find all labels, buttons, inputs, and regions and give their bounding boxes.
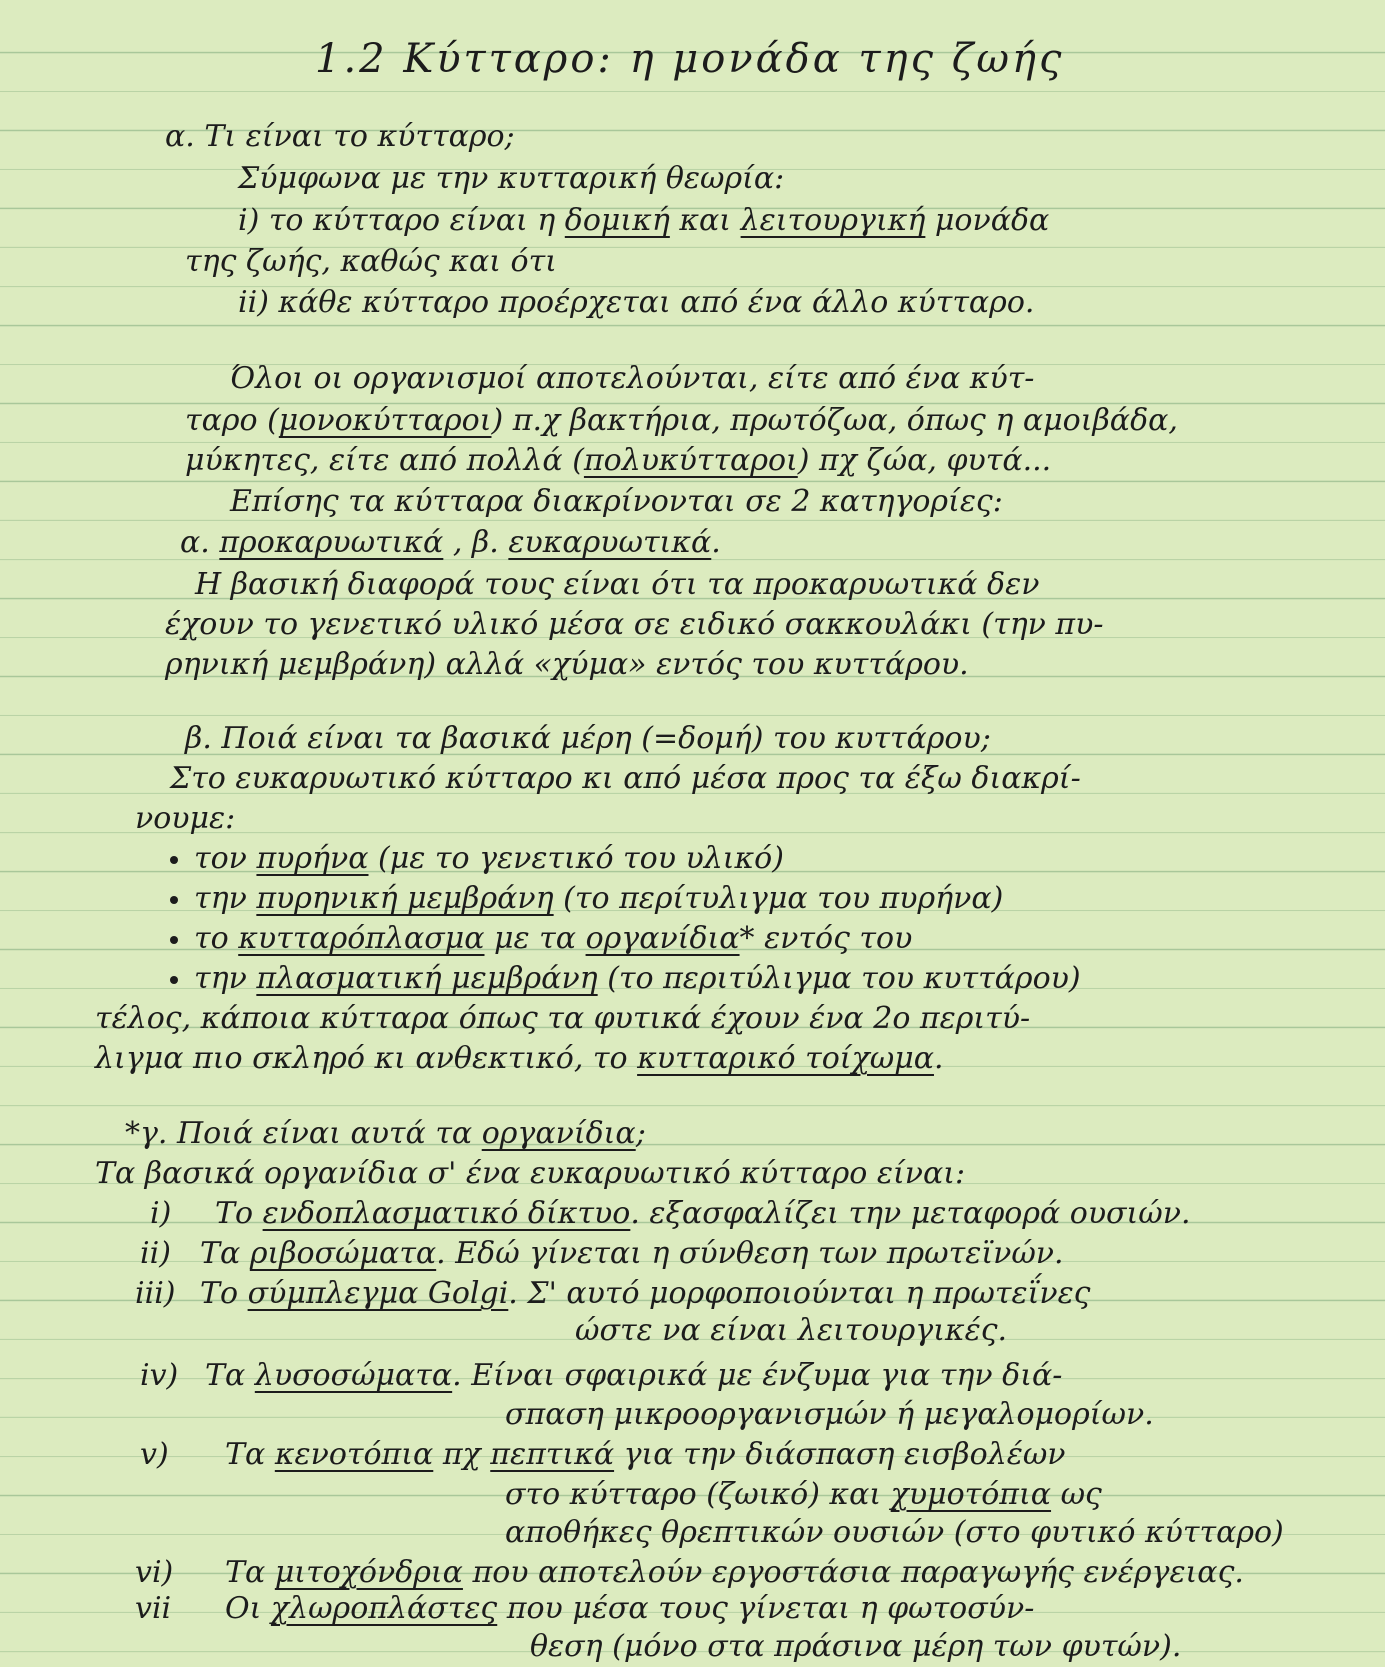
list-item: Τα κενοτόπια πχ πεπτικά για την διάσπαση εισβολέων [225, 1437, 1066, 1472]
section-b-heading: β. Ποιά είναι τα βασικά μέρη (=δομή) του κυττάρου; [185, 721, 991, 756]
text-line: έχουν το γενετικό υλικό μέσα σε ειδικό σακκουλάκι (την πυ- [165, 607, 1104, 642]
underlined-term: μονοκύτταροι [278, 403, 492, 438]
text-line: Η βασική διαφορά τους είναι ότι τα προκαρυωτικά δεν [195, 567, 1040, 602]
text-line: της ζωής, καθώς και ότι [185, 244, 557, 279]
underlined-term: δομική [564, 203, 670, 238]
list-number: v) [140, 1437, 169, 1472]
underlined-term: κυτταρόπλασμα [238, 921, 485, 956]
text-line: Όλοι οι οργανισμοί αποτελούνται, είτε από ένα κύτ- [230, 361, 1035, 396]
bullet-item: το κυτταρόπλασμα με τα οργανίδια* εντός του [170, 920, 912, 958]
text-line: τέλος, κάποια κύτταρα όπως τα φυτικά έχουν ένα 2ο περιτύ- [95, 1001, 1031, 1036]
section-a-heading: α. Τι είναι το κύτταρο; [165, 119, 515, 154]
bullet-icon [170, 896, 178, 904]
list-item: Τα ριβοσώματα. Εδώ γίνεται η σύνθεση των πρωτεϊνών. [200, 1236, 1064, 1271]
text-line: μύκητες, είτε από πολλά (πολυκύτταροι) πχ ζώα, φυτά... [185, 443, 1052, 478]
section-c-heading: *γ. Ποιά είναι αυτά τα οργανίδια; [125, 1116, 646, 1151]
page-title: 1.2 Κύτταρο: η μονάδα της ζωής [315, 36, 1065, 82]
underlined-term: λειτουργική [740, 203, 926, 238]
text-line: θεση (μόνο στα πράσινα μέρη των φυτών). [530, 1629, 1182, 1664]
text-line: νουμε: [135, 801, 236, 836]
text-line: i) το κύτταρο είναι η δομική και λειτουργική μονάδα [238, 203, 1050, 238]
list-item: Οι χλωροπλάστες που μέσα τους γίνεται η φωτοσύν- [225, 1591, 1035, 1626]
text-line: Τα βασικά οργανίδια σ' ένα ευκαρυωτικό κύτταρο είναι: [95, 1156, 966, 1191]
underlined-term: χυμοτόπια [890, 1477, 1052, 1512]
text-line: Επίσης τα κύτταρα διακρίνονται σε 2 κατηγορίες: [230, 484, 1003, 519]
text-line: λιγμα πιο σκληρό κι ανθεκτικό, το κυτταρικό τοίχωμα. [95, 1041, 944, 1076]
text-line: Στο ευκαρυωτικό κύτταρο κι από μέσα προς τα έξω διακρί- [170, 761, 1081, 796]
text-line: ώστε να είναι λειτουργικές. [575, 1313, 1008, 1348]
list-number: ii) [140, 1236, 171, 1271]
text-line: σπαση μικροοργανισμών ή μεγαλομορίων. [505, 1397, 1154, 1432]
underlined-term: κυτταρικό τοίχωμα [637, 1041, 934, 1076]
text-line: α. προκαρυωτικά , β. ευκαρυωτικά. [180, 525, 721, 560]
underlined-term: ενδοπλασματικό δίκτυο [262, 1196, 631, 1231]
underlined-term: πυρήνα [256, 841, 369, 876]
underlined-term: ευκαρυωτικά [508, 525, 712, 560]
list-number: iii) [135, 1276, 176, 1311]
list-number: iv) [140, 1358, 179, 1393]
list-number: vii [135, 1591, 172, 1626]
underlined-term: πεπτικά [490, 1437, 615, 1472]
underlined-term: μιτοχόνδρια [274, 1555, 463, 1590]
text-line: στο κύτταρο (ζωικό) και χυμοτόπια ως [505, 1477, 1102, 1512]
bullet-item: την πυρηνική μεμβράνη (το περίτυλιγμα του πυρήνα) [170, 880, 1003, 918]
underlined-term: πλασματική μεμβράνη [256, 961, 598, 996]
underlined-term: πολυκύτταροι [583, 443, 798, 478]
underlined-term: προκαρυωτικά [219, 525, 444, 560]
text-line: ρηνική μεμβράνη) αλλά «χύμα» εντός του κυττάρου. [165, 647, 969, 682]
text-line: ii) κάθε κύτταρο προέρχεται από ένα άλλο κύτταρο. [238, 285, 1035, 320]
underlined-term: ριβοσώματα [249, 1236, 437, 1271]
underlined-term: οργανίδια [481, 1116, 636, 1151]
list-number: vi) [135, 1555, 174, 1590]
underlined-term: χλωροπλάστες [270, 1591, 498, 1626]
bullet-icon [170, 936, 178, 944]
underlined-term: κενοτόπια [274, 1437, 434, 1472]
text-line: Σύμφωνα με την κυτταρική θεωρία: [238, 161, 785, 196]
underlined-term: πυρηνική μεμβράνη [256, 881, 554, 916]
bullet-icon [170, 856, 178, 864]
underlined-term: σύμπλεγμα Golgi [247, 1276, 509, 1311]
list-number: i) [150, 1196, 172, 1231]
list-item: Το ενδοπλασματικό δίκτυο. εξασφαλίζει την μεταφορά ουσιών. [215, 1196, 1191, 1231]
bullet-item: τον πυρήνα (με το γενετικό του υλικό) [170, 840, 784, 878]
text-line: αποθήκες θρεπτικών ουσιών (στο φυτικό κύτταρο) [505, 1515, 1284, 1550]
text-line: ταρο (μονοκύτταροι) π.χ βακτήρια, πρωτόζωα, όπως η αμοιβάδα, [185, 403, 1178, 438]
bullet-icon [170, 976, 178, 984]
bullet-item: την πλασματική μεμβράνη (το περιτύλιγμα του κυττάρου) [170, 960, 1081, 998]
list-item: Το σύμπλεγμα Golgi. Σ' αυτό μορφοποιούνται η πρωτεΐνες [200, 1276, 1091, 1311]
underlined-term: οργανίδια [585, 921, 740, 956]
underlined-term: λυσοσώματα [254, 1358, 453, 1393]
list-item: Τα λυσοσώματα. Είναι σφαιρικά με ένζυμα για την διά- [205, 1358, 1063, 1393]
list-item: Τα μιτοχόνδρια που αποτελούν εργοστάσια παραγωγής ενέργειας. [225, 1555, 1244, 1590]
